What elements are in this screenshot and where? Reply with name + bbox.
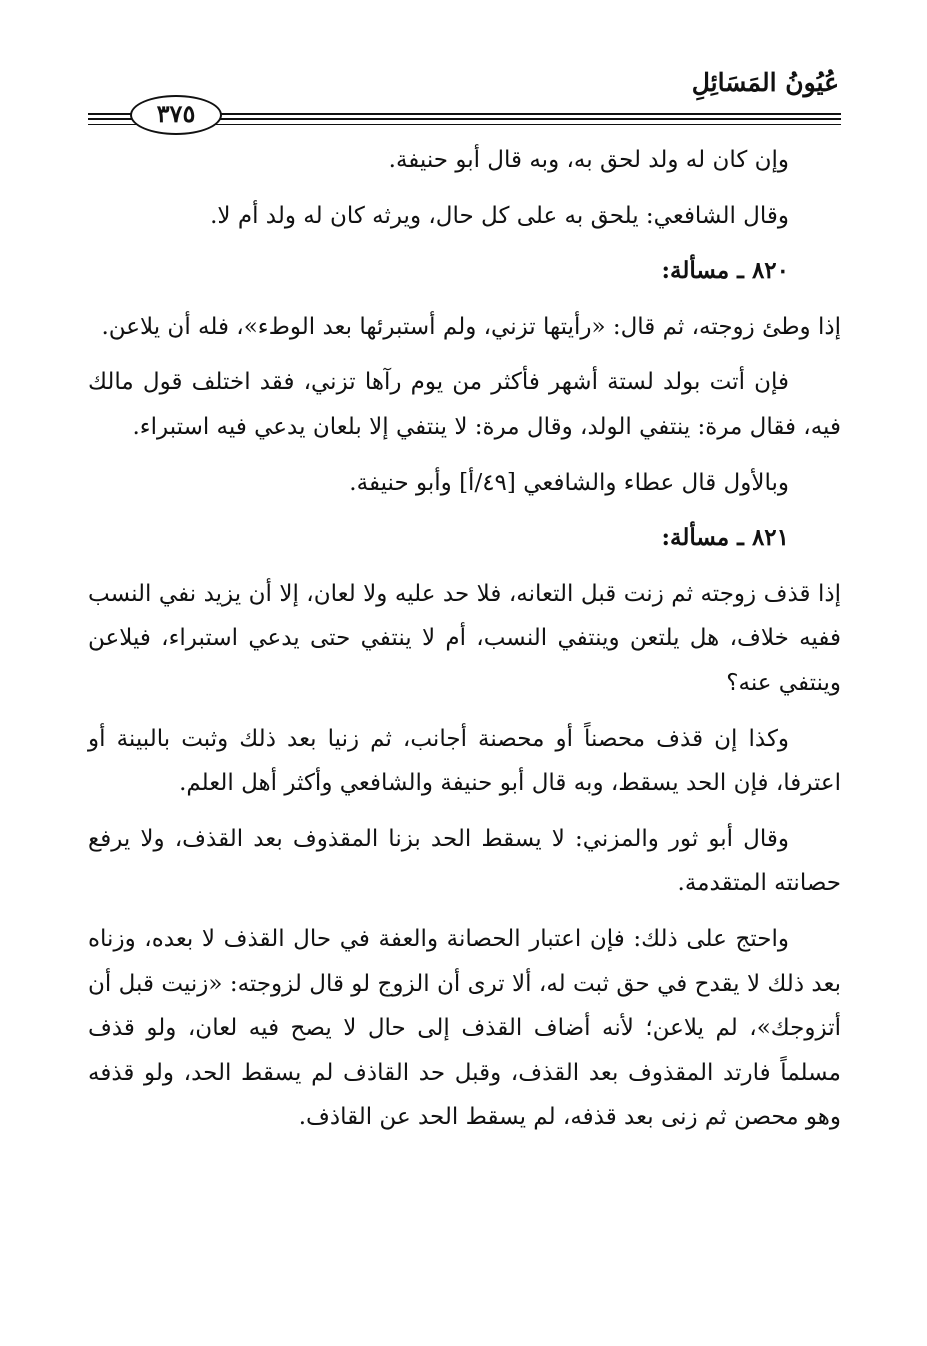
paragraph: إذا وطئ زوجته، ثم قال: «رأيتها تزني، ولم أستبرئها بعد الوطء»، فله أن يلاعن. <box>101 313 841 340</box>
paragraph: إذا قذف زوجته ثم زنت قبل التعانه، فلا حد عليه ولا لعان، إلا أن يزيد نفي النسب ففيه خلاف، هل يلتعن وينتفي النسب، أم لا ينتفي حتى يدعي استبراء، فيلاعن وينتفي عنه؟ <box>88 580 841 696</box>
paragraph: واحتج على ذلك: فإن اعتبار الحصانة والعفة في حال القذف لا بعده، وزناه بعد ذلك لا يقدح في حق ثبت له، ألا ترى أن الزوج لو قال لزوجته: «زنيت قبل أن أتزوجك»، لم يلاعن؛ لأنه أضاف القذف إلى حال لا يصح فيه لعان، ولو قذف مسلماً فارتد المقذوف بعد القذف، وقبل حد القاذف لم يسقط الحد، ولو قذفه وهو محصن ثم زنى بعد قذفه، لم يسقط الحد عن القاذف. <box>88 925 841 1131</box>
paragraph: فإن أتت بولد لستة أشهر فأكثر من يوم رآها تزني، فقد اختلف قول مالك فيه، فقال مرة: ينتفي الولد، وقال مرة: لا ينتفي إلا بلعان يدعي فيه استبراء. <box>88 369 841 440</box>
running-title: عُيُونُ المَسَائِلِ <box>691 68 839 97</box>
page-body <box>88 138 841 1151</box>
paragraph: وبالأول قال عطاء والشافعي [٤٩/أ] وأبو حنيفة. <box>349 469 789 496</box>
section-heading: ٨٢١ ـ مسألة: <box>661 524 789 552</box>
paragraph: وإن كان له ولد لحق به، وبه قال أبو حنيفة. <box>388 147 789 173</box>
paragraph: وكذا إن قذف محصناً أو محصنة أجانب، ثم زنيا بعد ذلك وثبت بالبينة أو اعترفا، فإن الحد يسقط، وبه قال أبو حنيفة والشافعي وأكثر أهل العلم. <box>88 725 841 797</box>
page-number: ٣٧٥ <box>130 95 222 135</box>
paragraph: وقال الشافعي: يلحق به على كل حال، ويرثه كان له ولد أم لا. <box>210 202 789 229</box>
paragraph: وقال أبو ثور والمزني: لا يسقط الحد بزنا المقذوف بعد القذف، ولا يرفع حصانته المتقدمة. <box>88 825 841 897</box>
section-heading: ٨٢٠ ـ مسألة: <box>661 257 789 285</box>
